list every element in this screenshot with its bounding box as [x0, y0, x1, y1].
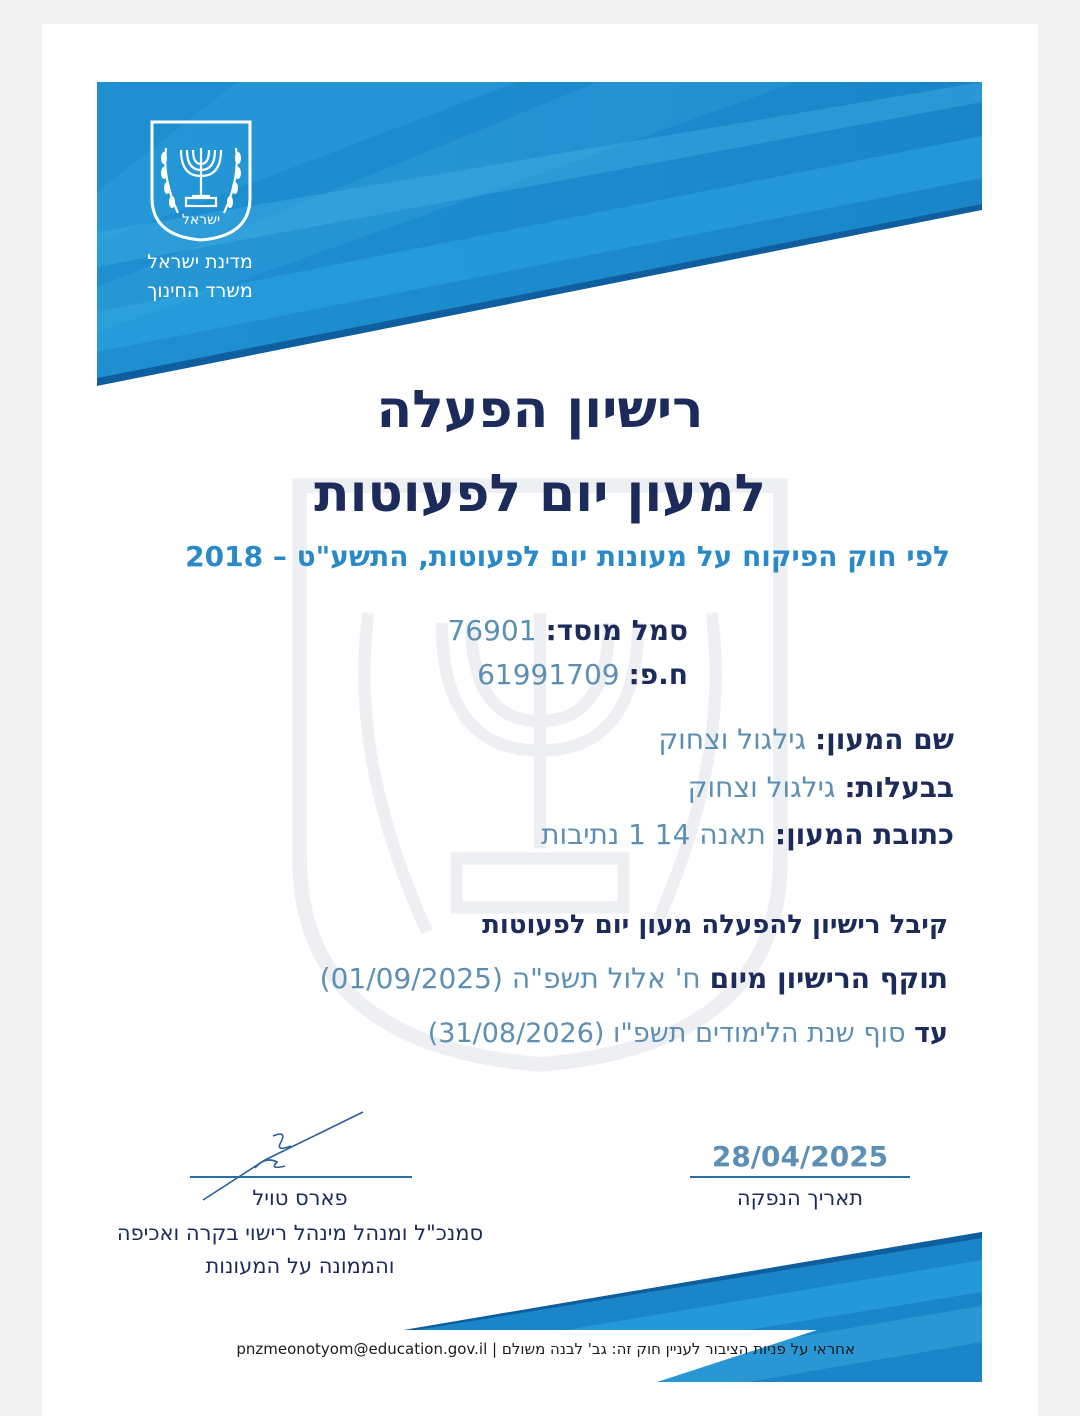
valid-from-value: ח' אלול תשפ"ה (01/09/2025) [319, 962, 701, 995]
daycare-owner-value: גילגול וצחוק [687, 771, 836, 804]
footer-contact [150, 1340, 855, 1358]
company-number-value: 61991709 [477, 658, 620, 691]
valid-to-value: סוף שנת הלימודים תשפ"ו (31/08/2026) [427, 1018, 906, 1049]
daycare-owner-label: בבעלות: [844, 771, 954, 804]
signatory-role: והממונה על המעונות [205, 1254, 395, 1278]
license-valid-to [428, 1018, 948, 1049]
daycare-address-label: כתובת המעון: [774, 818, 954, 851]
daycare-name-value: גילגול וצחוק [658, 723, 807, 756]
issue-date: 28/04/2025 [711, 1140, 889, 1173]
license-received-text: קיבל רישיון להפעלה מעון יום לפעוטות [482, 910, 948, 940]
institution-symbol-value: 76901 [447, 614, 537, 647]
company-number [477, 658, 688, 691]
license-received [482, 910, 948, 940]
license-valid-from [320, 962, 948, 995]
emblem-text: ישראל [181, 212, 221, 228]
footer-text: אחראי על פניות הציבור לעניין חוק זה: גב' לבנה משולם [501, 1340, 855, 1358]
footer-separator: | [492, 1340, 498, 1358]
ministry-name: משרד החינוך [147, 280, 253, 302]
company-number-label: ח.פ: [628, 658, 688, 691]
issue-date-line [690, 1176, 910, 1178]
valid-to-label: עד [914, 1018, 948, 1049]
valid-from-label: תוקף הרישיון מיום [709, 962, 948, 995]
daycare-name [658, 723, 954, 756]
signature-line [190, 1176, 412, 1178]
country-name: מדינת ישראל [147, 251, 253, 273]
signatory-title: סמנכ"ל ומנהל מינהל רישוי בקרה ואכיפה [116, 1221, 484, 1245]
title-line-2: למעון יום לפעוטות [314, 464, 766, 524]
signatory-name: פארס טויל [252, 1186, 348, 1210]
daycare-address [541, 818, 954, 851]
daycare-address-value: תאנה 14 1 נתיבות [541, 818, 766, 851]
state-emblem [148, 118, 254, 244]
ministry-block [120, 248, 280, 306]
institution-symbol [447, 614, 688, 647]
institution-symbol-label: סמל מוסד: [545, 614, 688, 647]
daycare-owner [688, 771, 954, 804]
issue-date-label: תאריך הנפקה [736, 1186, 864, 1210]
title-line-1: רישיון הפעלה [376, 380, 704, 440]
footer-email[interactable]: pnzmeonotyom@education.gov.il [236, 1340, 488, 1358]
law-reference: לפי חוק הפיקוח על מעונות יום לפעוטות, התשע"ט – 2018 [185, 540, 950, 573]
daycare-name-label: שם המעון: [814, 723, 954, 756]
